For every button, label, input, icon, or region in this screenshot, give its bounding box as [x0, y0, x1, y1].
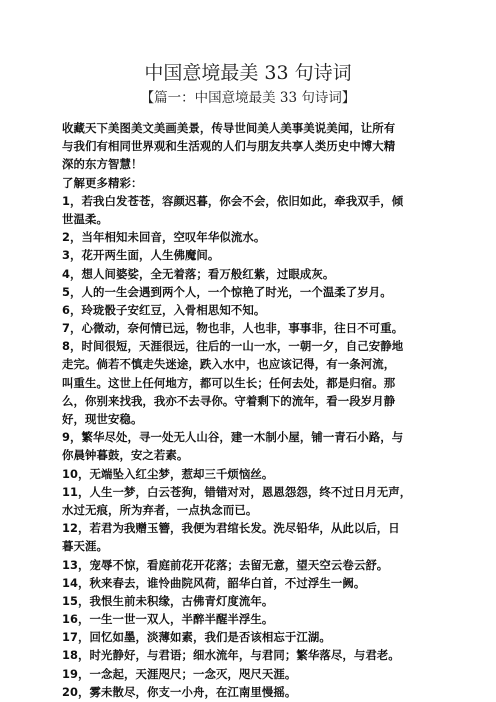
poem-line: 17，回忆如墨，淡薄如素，我们是否该相忘于江湖。: [62, 630, 331, 645]
poem-line: 9，繁华尽处，寻一处无人山谷，建一木制小屋，铺一青石小路，与: [62, 430, 404, 445]
poem-line: 3，花开两生面，人生佛魔间。: [62, 248, 220, 263]
poem-line: 18，时光静好，与君语；细水流年，与君同；繁华落尽，与君老。: [62, 648, 400, 663]
poem-line: 2，当年相知未回音，空叹年华似流水。: [62, 230, 266, 245]
poem-line: 7，心微动，奈何情已远，物也非，人也非，事事非，往日不可重。: [62, 321, 404, 336]
body-line: 与我们有相同世界观和生活观的人们与朋友共享人类历史中博大精: [62, 139, 396, 154]
poem-line: 4，想人间婆娑，全无着落；看万般红紫，过眼成灰。: [62, 266, 335, 281]
poem-line: 走完。倘若不慎走失迷途，跌入水中，也应该记得，有一条河流，: [62, 357, 396, 372]
poem-line: 叫重生。这世上任何地方，都可以生长；任何去处，都是归宿。那: [62, 375, 396, 390]
poem-line: 19，一念起，天涯咫尺；一念灭，咫尺天涯。: [62, 666, 297, 681]
poem-line: 16，一生一世一双人，半醉半醒半浮生。: [62, 612, 274, 627]
poem-line: 1，若我白发苍苍，容颜迟暮，你会不会，依旧如此，牵我双手，倾: [62, 193, 404, 208]
poem-line: 12，若君为我赠玉簪，我便为君绾长发。洗尽铅华，从此以后，日: [62, 521, 400, 536]
poem-line: 6，玲珑骰子安红豆，入骨相思知不知。: [62, 302, 266, 317]
poem-line: 你晨钟暮鼓，安之若素。: [62, 448, 189, 463]
poem-line: 5，人的一生会遇到两个人，一个惊艳了时光，一个温柔了岁月。: [62, 284, 392, 299]
poem-line: 世温柔。: [62, 211, 108, 226]
poem-line: 水过无痕，所为弃者，一点执念而已。: [62, 502, 258, 517]
poem-line: 15，我恨生前未积缘，古佛青灯度流年。: [62, 593, 274, 608]
body-line: 深的东方智慧！: [62, 157, 143, 172]
poem-line: 10，无端坠入红尘梦，惹却三千烦恼丝。: [62, 466, 274, 481]
document-title: 中国意境最美 33 句诗词: [144, 62, 352, 84]
poem-line: 14，秋来春去，谁怜曲院风荷，韶华白首，不过浮生一阙。: [62, 575, 366, 590]
poem-line: 11，人生一梦，白云苍狗，错错对对，恩恩怨怨，终不过日月无声，: [62, 484, 412, 499]
body-line: 收藏天下美图美文美画美景，传导世间美人美事美说美闻，让所有: [62, 121, 396, 135]
body-line: 了解更多精彩：: [62, 175, 143, 190]
document-subtitle: 【篇一：中国意境最美 33 句诗词】: [140, 90, 356, 106]
poem-line: 暮天涯。: [62, 539, 108, 554]
poem-line: 8，时间很短，天涯很远，往后的一山一水，一朝一夕，自己安静地: [62, 339, 404, 354]
poem-line: 20，雾未散尽，你支一小舟，在江南里慢摇。: [62, 684, 297, 699]
poem-line: 么，你别来找我，我亦不去寻你。守着剩下的流年，看一段岁月静: [62, 393, 396, 408]
document-body: [62, 119, 442, 701]
poem-line: 好，现世安稳。: [62, 412, 143, 426]
poem-line: 13，宠辱不惊，看庭前花开花落；去留无意，望天空云卷云舒。: [62, 557, 389, 572]
